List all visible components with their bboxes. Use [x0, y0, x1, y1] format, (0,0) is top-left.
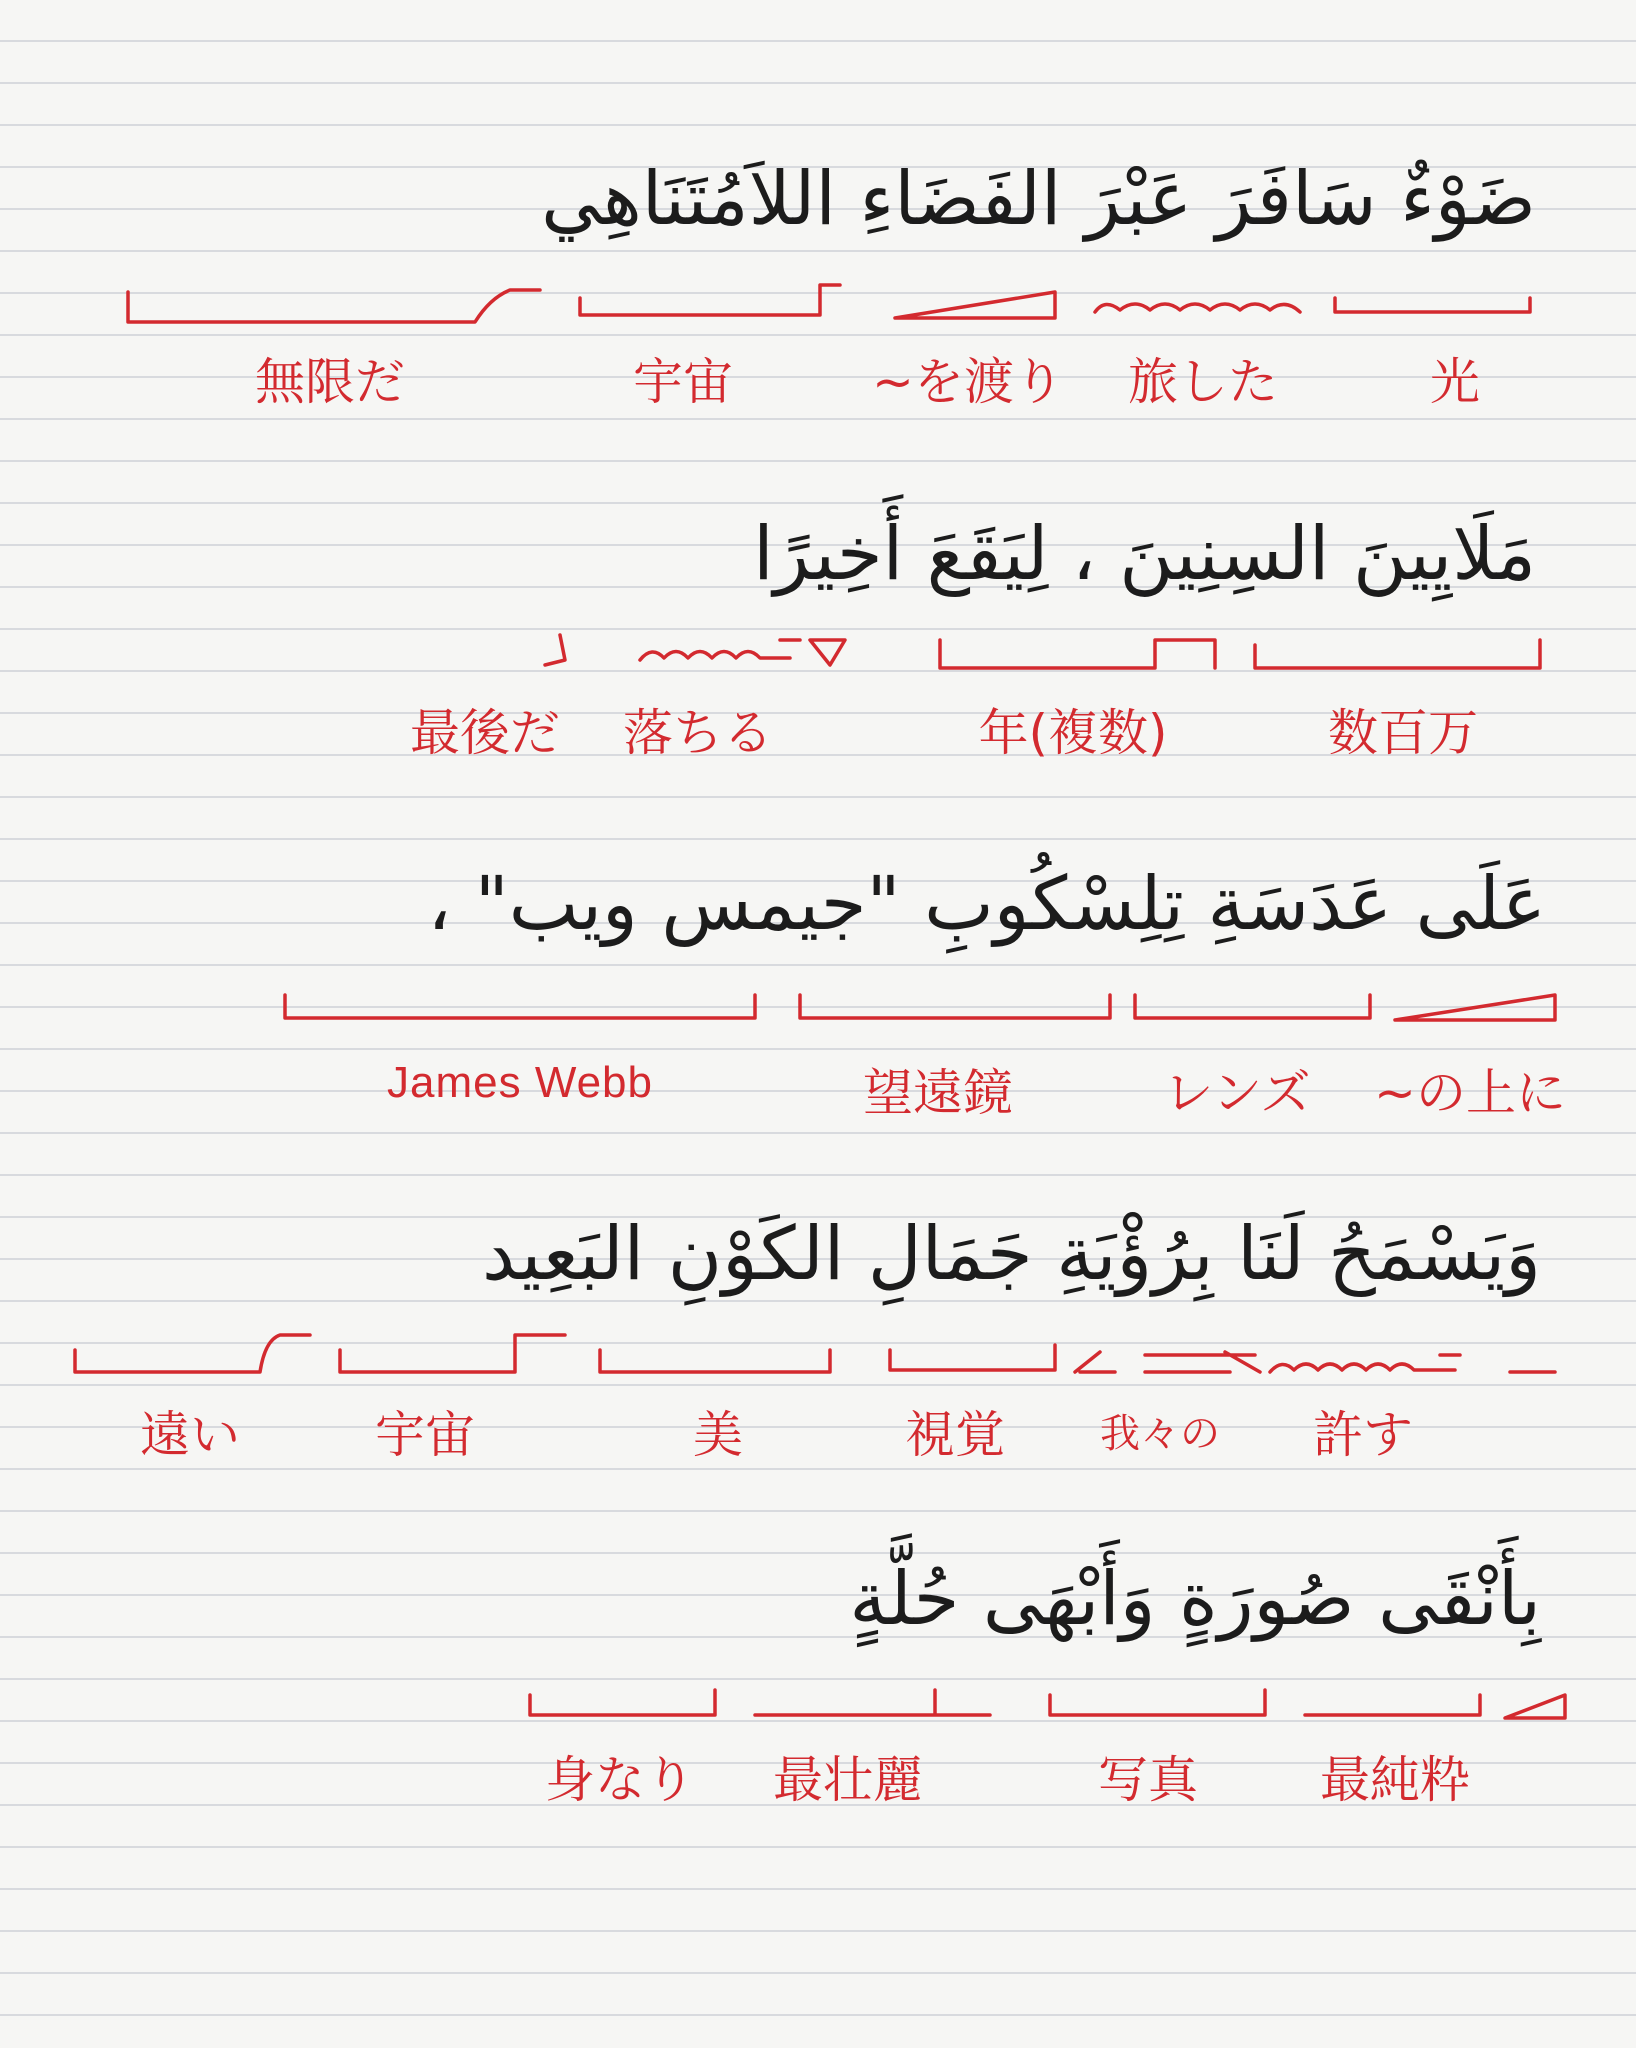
- bracket-1-3: [895, 292, 1055, 318]
- gloss-5-1: 最純粋: [1320, 1751, 1470, 1809]
- gloss-5-2: 写真: [1098, 1751, 1198, 1809]
- gloss-4-3: 視覚: [905, 1406, 1005, 1464]
- gloss-5-4: 身なり: [545, 1751, 695, 1809]
- arabic-line-5: بِأَنْقَى صُورَةٍ وَأَبْهَى حُلَّةٍ: [849, 1556, 1541, 1642]
- gloss-1-4: 宇宙: [633, 353, 733, 411]
- gloss-3-2: レンズ: [1163, 1064, 1311, 1122]
- gloss-4-2: 我々の: [1100, 1411, 1220, 1457]
- bracket-4-5: [600, 1350, 830, 1372]
- gloss-1-2: 旅した: [1128, 353, 1278, 411]
- bracket-4-7: [75, 1335, 310, 1372]
- arabic-line-1: ضَوْءٌ سَافَرَ عَبْرَ الفَضَاءِ اللاَمُتَنَاهِي: [541, 156, 1536, 242]
- arabic-line-4: وَيَسْمَحُ لَنَا بِرُؤْيَةِ جَمَالِ الكَوْنِ البَعِيد: [481, 1211, 1541, 1297]
- gloss-4-5: 宇宙: [375, 1406, 475, 1464]
- gloss-1-5: 無限だ: [255, 353, 405, 411]
- gloss-2-2: 年(複数): [978, 704, 1168, 762]
- gloss-5-3: 最壮麗: [773, 1751, 923, 1809]
- bracket-3-4: [285, 995, 755, 1018]
- gloss-3-4: James Webb: [387, 1058, 653, 1107]
- gloss-2-4: 最後だ: [410, 704, 560, 762]
- bracket-4-4: [890, 1345, 1055, 1370]
- gloss-1-1: 光: [1430, 353, 1480, 411]
- bracket-2-4: [545, 635, 565, 665]
- bracket-4-6: [340, 1335, 565, 1372]
- bracket-2-2: [940, 640, 1215, 668]
- gloss-1-3: ~を渡り: [872, 353, 1064, 411]
- gloss-4-4: 美: [693, 1406, 743, 1464]
- gloss-3-3: 望遠鏡: [863, 1064, 1013, 1122]
- gloss-4-1: 許す: [1313, 1406, 1413, 1464]
- bracket-1-5: [128, 290, 540, 322]
- bracket-2-3: [640, 640, 845, 665]
- bracket-3-3: [800, 995, 1110, 1018]
- arabic-line-2: مَلَايِينَ السِنِينَ ، لِيَقَعَ أَخِيرًا: [753, 511, 1536, 597]
- arabic-line-3: عَلَى عَدَسَةِ تِلِسْكُوبِ "جيمس ويب" ،: [427, 861, 1546, 947]
- gloss-2-1: 数百万: [1328, 704, 1478, 762]
- bracket-1-2: [1095, 304, 1300, 312]
- gloss-4-6: 遠い: [140, 1406, 240, 1464]
- bracket-4-1: [1270, 1355, 1555, 1372]
- bracket-5-2: [1050, 1690, 1265, 1715]
- bracket-4-2: [1145, 1352, 1260, 1372]
- bracket-1-1: [1335, 298, 1530, 312]
- bracket-2-1: [1255, 640, 1540, 668]
- bracket-3-2: [1135, 995, 1370, 1018]
- bracket-5-4: [530, 1690, 715, 1715]
- gloss-3-1: ~の上に: [1374, 1064, 1566, 1122]
- bracket-5-1: [1305, 1695, 1565, 1718]
- bracket-1-4: [580, 285, 840, 315]
- gloss-2-3: 落ちる: [623, 704, 773, 762]
- bracket-3-1: [1395, 995, 1555, 1020]
- bracket-4-3: [1075, 1352, 1115, 1372]
- bracket-5-3: [755, 1690, 990, 1715]
